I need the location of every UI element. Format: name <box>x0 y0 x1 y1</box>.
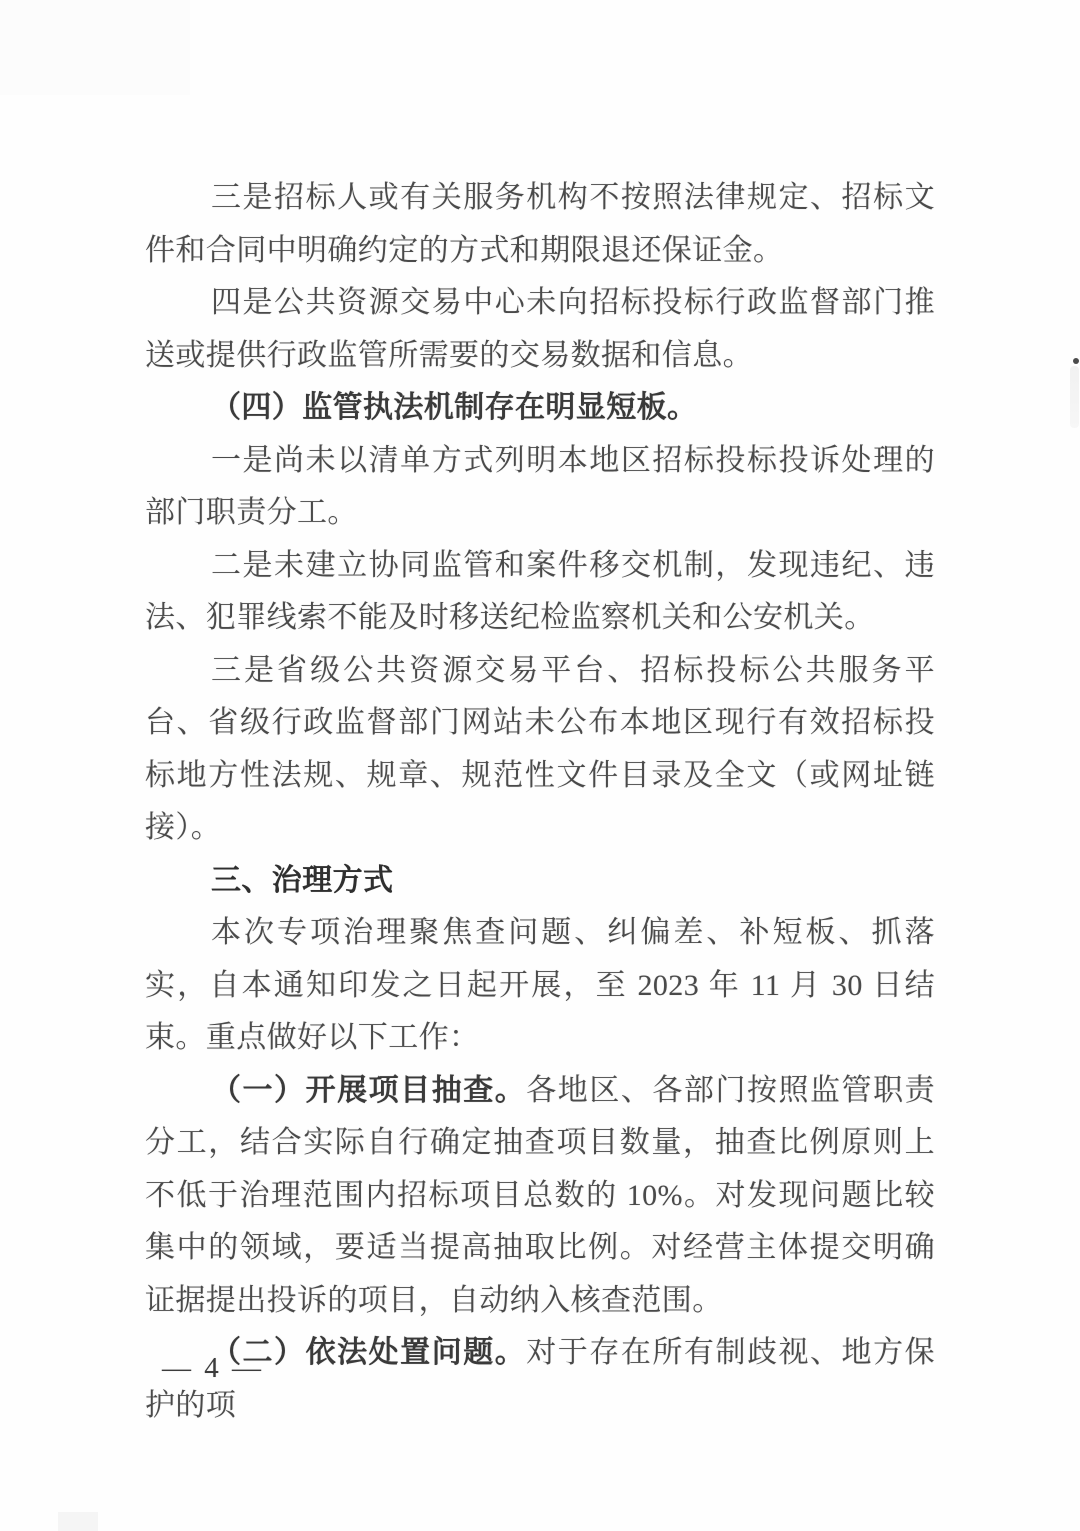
paragraph <box>145 907 935 1065</box>
paragraph <box>145 435 935 540</box>
paragraph <box>145 172 935 277</box>
paragraph <box>145 540 935 645</box>
scan-artifact-edge-smudge <box>1070 366 1079 428</box>
scan-artifact-bottom-smudge <box>58 1512 98 1531</box>
paragraph-text: 三、治理方式 <box>211 863 394 897</box>
paragraph <box>145 645 935 855</box>
paragraph-text: 本次专项治理聚焦查问题、纠偏差、补短板、抓落实，自本通知印发之日起开展，至 2023 年 11 月 30 日结束。重点做好以下工作： <box>145 916 935 1054</box>
scan-artifact-dot <box>1073 358 1079 364</box>
page-number: — 4 — <box>162 1352 264 1384</box>
section-heading <box>145 855 935 908</box>
paragraph-text: 二是未建立协同监管和案件移交机制，发现违纪、违法、犯罪线索不能及时移送纪检监察机关和公安机关。 <box>145 548 935 634</box>
paragraph-lead: （二）依法处置问题。 <box>211 1336 527 1369</box>
document-body <box>145 172 935 1432</box>
scan-artifact-corner-tint <box>0 0 190 95</box>
paragraph-text: 三是招标人或有关服务机构不按照法律规定、招标文件和合同中明确约定的方式和期限退还保证金。 <box>145 181 935 267</box>
paragraph-text: 一是尚未以清单方式列明本地区招标投标投诉处理的部门职责分工。 <box>145 443 935 529</box>
paragraph <box>145 1065 935 1328</box>
paragraph <box>145 382 935 435</box>
paragraph <box>145 277 935 382</box>
paragraph-text: 对于存在所有制歧视、地方保护的项 <box>145 1336 936 1422</box>
paragraph-text: 各地区、各部门按照监管职责分工，结合实际自行确定抽查项目数量，抽查比例原则上不低于治理范围内招标项目总数的 10%。对发现问题比较集中的领域，要适当提高抽取比例。对经营主体提交明确证据提出投诉的项目，自动纳入核查范围。 <box>145 1073 936 1317</box>
paragraph-text: 三是省级公共资源交易平台、招标投标公共服务平台、省级行政监督部门网站未公布本地区现行有效招标投标地方性法规、规章、规范性文件目录及全文（或网址链接）。 <box>145 653 935 844</box>
paragraph-text: 四是公共资源交易中心未向招标投标行政监督部门推送或提供行政监管所需要的交易数据和信息。 <box>145 286 935 372</box>
paragraph-lead: （四）监管执法机制存在明显短板。 <box>211 391 698 424</box>
paragraph-lead: （一）开展项目抽查。 <box>211 1073 527 1107</box>
